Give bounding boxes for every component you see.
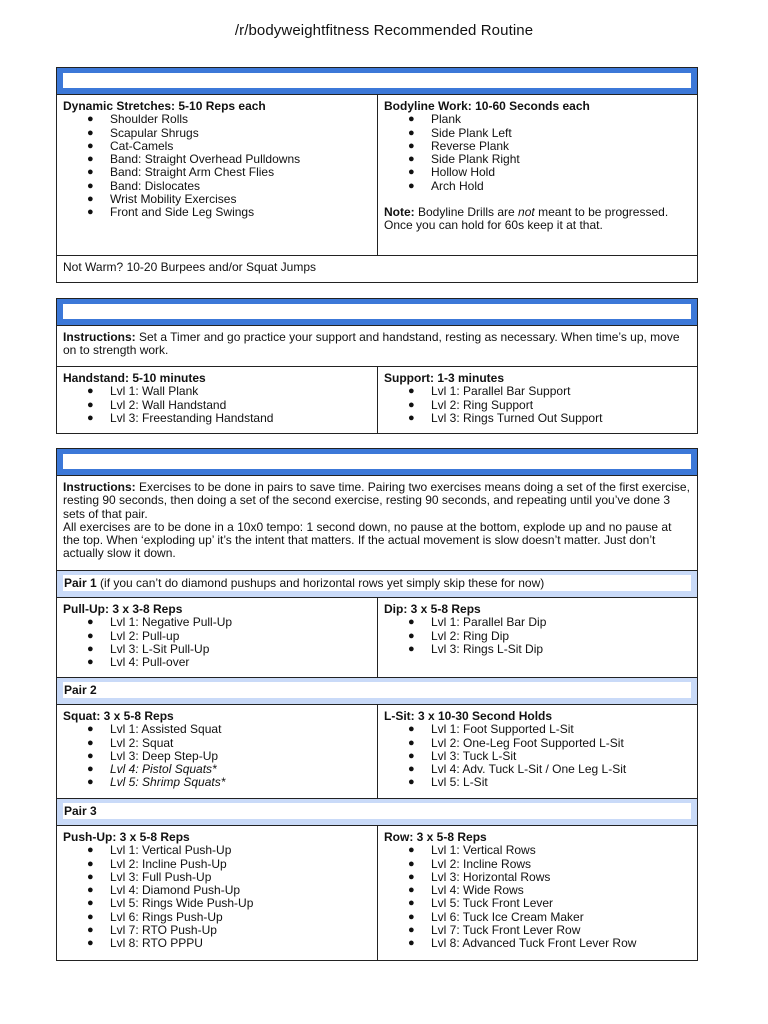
list-item: ● Lvl 4: Pull-over — [63, 656, 371, 669]
list-item: ● Lvl 2: Ring Support — [384, 399, 691, 412]
note-text-pre: Bodyline Drills are — [414, 205, 519, 220]
pushup-heading: Push-Up: 3 x 5-8 Reps — [63, 830, 190, 844]
list-item: ● Lvl 4: Pistol Squats* — [63, 763, 371, 776]
note-text-post: meant to be progressed. Once you can hold for 60s keep it at that. — [384, 205, 669, 233]
list-item: ● Lvl 4: Adv. Tuck L-Sit / One Leg L-Sit — [384, 763, 691, 776]
list-item: ● Side Plank Left — [384, 127, 691, 140]
list-item: ● Lvl 4: Wide Rows — [384, 884, 691, 897]
list-item: ● Scapular Shrugs — [63, 127, 371, 140]
dip-heading: Dip: 3 x 5-8 Reps — [384, 602, 481, 616]
list-item: ● Lvl 3: Full Push-Up — [63, 871, 371, 884]
list-item: ● Hollow Hold — [384, 166, 691, 179]
skill-header — [63, 304, 691, 319]
row-heading: Row: 3 x 5-8 Reps — [384, 830, 487, 844]
warmup-row — [57, 95, 697, 256]
bodyline-list — [384, 113, 691, 193]
list-item: ● Lvl 6: Tuck Ice Cream Maker — [384, 911, 691, 924]
pullup-heading: Pull-Up: 3 x 3-8 Reps — [63, 602, 183, 616]
list-item: ● Lvl 1: Parallel Bar Dip — [384, 616, 691, 629]
pair-1-bar — [63, 575, 691, 591]
list-item: ● Lvl 3: L-Sit Pull-Up — [63, 643, 371, 656]
pair-2-exercises — [57, 705, 697, 799]
support-list — [384, 385, 691, 425]
dip-list — [384, 616, 691, 656]
list-item: ● Lvl 3: Horizontal Rows — [384, 871, 691, 884]
squat-cell — [57, 705, 377, 798]
pair-3-label: Pair 3 — [64, 804, 97, 818]
list-item: ● Lvl 1: Vertical Rows — [384, 844, 691, 857]
warmup-footer: Not Warm? 10-20 Burpees and/or Squat Jumps — [63, 260, 317, 274]
dynamic-stretches-heading: Dynamic Stretches: 5-10 Reps each — [63, 99, 266, 113]
lsit-cell — [377, 705, 697, 798]
list-item: ● Lvl 2: Ring Dip — [384, 630, 691, 643]
strength-header — [63, 454, 691, 469]
strength-instructions — [57, 476, 697, 571]
list-item: ● Lvl 3: Deep Step-Up — [63, 750, 371, 763]
warmup-header — [63, 73, 691, 88]
warmup-header-bar — [57, 68, 697, 95]
list-item: ● Side Plank Right — [384, 153, 691, 166]
list-item: ● Lvl 7: RTO Push-Up — [63, 924, 371, 937]
list-item: ● Wrist Mobility Exercises — [63, 193, 371, 206]
list-item: ● Lvl 5: Tuck Front Lever — [384, 897, 691, 910]
lsit-list — [384, 723, 691, 789]
list-item: ● Lvl 2: Wall Handstand — [63, 399, 371, 412]
list-item: ● Lvl 1: Foot Supported L-Sit — [384, 723, 691, 736]
pair-1-exercises — [57, 598, 697, 678]
list-item: ● Cat-Camels — [63, 140, 371, 153]
skill-section — [56, 298, 698, 434]
list-item: ● Lvl 2: Squat — [63, 737, 371, 750]
strength-section — [56, 448, 698, 961]
dynamic-stretches-cell — [57, 95, 377, 255]
list-item: ● Lvl 6: Rings Push-Up — [63, 911, 371, 924]
list-item: ● Lvl 2: Incline Rows — [384, 858, 691, 871]
strength-instructions-p1 — [63, 481, 691, 521]
pushup-list — [63, 844, 371, 950]
list-item: ● Lvl 2: Pull-up — [63, 630, 371, 643]
list-item: ● Lvl 1: Negative Pull-Up — [63, 616, 371, 629]
list-item: ● Lvl 1: Parallel Bar Support — [384, 385, 691, 398]
pair-1-row — [57, 571, 697, 598]
list-item: ● Plank — [384, 113, 691, 126]
pair-1-note: (if you can’t do diamond pushups and horizontal rows yet simply skip these for now) — [96, 576, 545, 590]
instructions-label: Instructions: — [63, 330, 136, 344]
instructions-label: Instructions: — [63, 480, 136, 494]
strength-instructions-p2: All exercises are to be done in a 10x0 tempo: 1 second down, no pause at the bottom, explode up and no pause at the top. When ‘exploding up’ it’s the intent that matters. If the actual movement is slow doesn’t matter. Just don’t actually slow it down. — [63, 519, 672, 561]
pair-2-label: Pair 2 — [64, 683, 97, 697]
list-item: ● Reverse Plank — [384, 140, 691, 153]
bodyline-cell — [377, 95, 697, 255]
list-item: ● Lvl 8: RTO PPPU — [63, 937, 371, 950]
list-item: ● Lvl 4: Diamond Push-Up — [63, 884, 371, 897]
row-cell — [377, 826, 697, 960]
note-emphasis: not — [518, 205, 535, 220]
row-list — [384, 844, 691, 950]
squat-list — [63, 723, 371, 789]
list-item: ● Lvl 5: L-Sit — [384, 776, 691, 789]
skill-instructions — [57, 326, 697, 367]
instructions-text: Exercises to be done in pairs to save time. Pairing two exercises means doing a set of the first exercise, resting 90 seconds, then doing a set of the second exercise, resting 90 seconds, and repeating until you’ve done 3 sets of that pair. — [63, 480, 690, 521]
list-item: ● Lvl 5: Rings Wide Push-Up — [63, 897, 371, 910]
pushup-cell — [57, 826, 377, 960]
list-item: ● Band: Dislocates — [63, 180, 371, 193]
pair-1-label: Pair 1 — [64, 576, 97, 590]
handstand-heading: Handstand: 5-10 minutes — [63, 371, 206, 385]
list-item: ● Lvl 3: Rings L-Sit Dip — [384, 643, 691, 656]
pullup-list — [63, 616, 371, 669]
list-item: ● Lvl 1: Assisted Squat — [63, 723, 371, 736]
skill-row — [57, 367, 697, 433]
dynamic-stretches-list — [63, 113, 371, 219]
bodyline-note — [384, 206, 691, 233]
list-item: ● Lvl 3: Freestanding Handstand — [63, 412, 371, 425]
pullup-cell — [57, 598, 377, 677]
list-item: ● Front and Side Leg Swings — [63, 206, 371, 219]
list-item: ● Lvl 3: Rings Turned Out Support — [384, 412, 691, 425]
list-item: ● Lvl 5: Shrimp Squats* — [63, 776, 371, 789]
list-item: ● Lvl 1: Vertical Push-Up — [63, 844, 371, 857]
list-item: ● Band: Straight Overhead Pulldowns — [63, 153, 371, 166]
list-item: ● Lvl 1: Wall Plank — [63, 385, 371, 398]
support-cell — [377, 367, 697, 433]
pair-2-bar — [63, 682, 691, 698]
warmup-section — [56, 67, 698, 283]
pair-3-row — [57, 799, 697, 826]
list-item: ● Arch Hold — [384, 180, 691, 193]
instructions-text: Set a Timer and go practice your support and handstand, resting as necessary. When time’s up, move on to strength work. — [63, 330, 680, 358]
list-item: ● Lvl 3: Tuck L-Sit — [384, 750, 691, 763]
lsit-heading: L-Sit: 3 x 10-30 Second Holds — [384, 709, 553, 723]
bodyline-heading: Bodyline Work: 10-60 Seconds each — [384, 99, 590, 113]
handstand-list — [63, 385, 371, 425]
page-title: /r/bodyweightfitness Recommended Routine — [234, 22, 534, 39]
pair-3-exercises — [57, 826, 697, 960]
note-label: Note: — [384, 205, 415, 220]
pair-3-bar — [63, 803, 691, 819]
strength-header-bar — [57, 449, 697, 476]
list-item: ● Lvl 8: Advanced Tuck Front Lever Row — [384, 937, 691, 950]
support-heading: Support: 1-3 minutes — [384, 371, 505, 385]
list-item: ● Lvl 2: Incline Push-Up — [63, 858, 371, 871]
list-item: ● Lvl 2: One-Leg Foot Supported L-Sit — [384, 737, 691, 750]
list-item: ● Shoulder Rolls — [63, 113, 371, 126]
list-item: ● Band: Straight Arm Chest Flies — [63, 166, 371, 179]
list-item: ● Lvl 7: Tuck Front Lever Row — [384, 924, 691, 937]
dip-cell — [377, 598, 697, 677]
squat-heading: Squat: 3 x 5-8 Reps — [63, 709, 174, 723]
pair-2-row — [57, 678, 697, 705]
skill-header-bar — [57, 299, 697, 326]
handstand-cell — [57, 367, 377, 433]
